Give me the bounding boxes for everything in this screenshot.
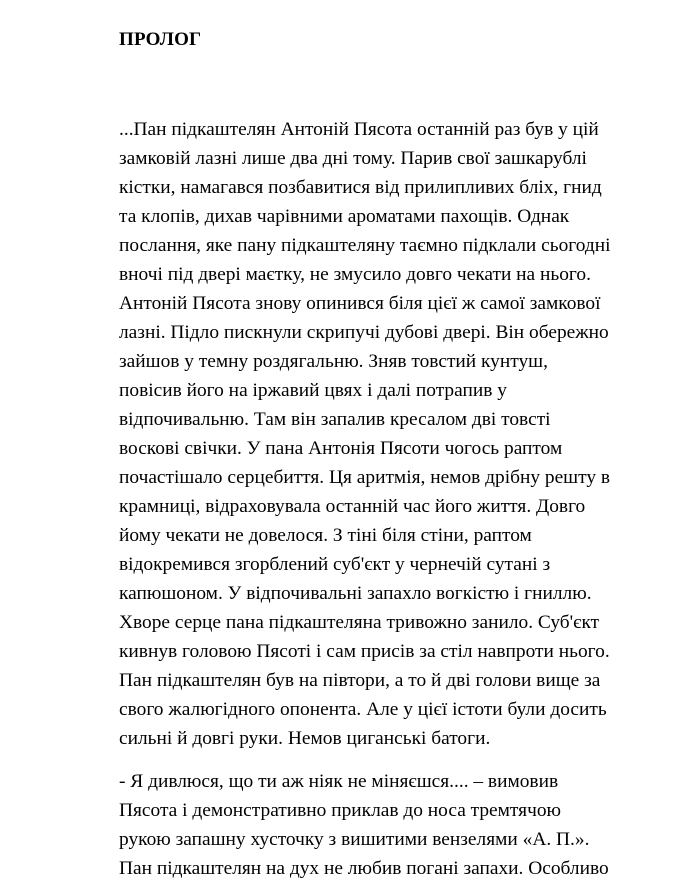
text-line: замковій лазні лише два дні тому. Парив свої зашкарублі <box>119 148 587 169</box>
text-line: йому чекати не довелося. З тіні біля стіни, раптом <box>119 525 532 546</box>
text-line: послання, яке пану підкаштеляну таємно підклали сьогодні <box>119 235 611 256</box>
text-line: повісив його на іржавий цвях і далі потрапив у <box>119 380 507 401</box>
text-line: відпочивальню. Там він запалив кресалом дві товсті <box>119 409 551 430</box>
text-line: лазні. Підло пискнули скрипучі дубові двері. Він обережно <box>119 322 609 343</box>
text-line: вночі під двері маєтку, не змусило довго чекати на нього. <box>119 264 591 285</box>
paragraph-2 <box>119 767 659 883</box>
text-line: Пясота і демонстративно приклав до носа тремтячою <box>119 800 561 821</box>
text-line: Пан підкаштелян був на півтори, а то й дві голови вище за <box>119 670 601 691</box>
text-line: кивнув головою Пясоті і сам присів за стіл навпроти нього. <box>119 641 610 662</box>
text-line: почастішало серцебиття. Ця аритмія, немов дрібну решту в <box>119 467 611 488</box>
text-line: та клопів, дихав чарівними ароматами пахощів. Однак <box>119 206 570 227</box>
text-line: крамниці, відраховувала останній час його життя. Довго <box>119 496 586 517</box>
text-line: кістки, намагався позбавитися від прилипливих бліх, гнид <box>119 177 602 198</box>
text-line: - Я дивлюся, що ти аж ніяк не міняєшся.... – вимовив <box>119 771 559 792</box>
chapter-title: ПРОЛОГ <box>119 29 202 50</box>
paragraph-1 <box>119 115 659 753</box>
text-line: сильні й довгі руки. Немов циганські батоги. <box>119 728 491 749</box>
text-line: Антоній Пясота знову опинився біля цієї ж самої замкової <box>119 293 601 314</box>
text-line: Хворе серце пана підкаштеляна тривожно занило. Суб'єкт <box>119 612 600 633</box>
text-line: зайшов у темну роздягальню. Зняв товстий кунтуш, <box>119 351 548 372</box>
chapter-body <box>119 115 659 883</box>
text-line: свого жалюгідного опонента. Але у цієї істоти були досить <box>119 699 607 720</box>
text-line: капюшоном. У відпочивальні запахло вогкістю і гниллю. <box>119 583 592 604</box>
text-line: рукою запашну хусточку з вишитими вензелями «А. П.». <box>119 829 590 850</box>
text-line: відокремився згорблений суб'єкт у чернечій сутані з <box>119 554 551 575</box>
text-line: ...Пан підкаштелян Антоній Пясота останній раз був у цій <box>119 119 599 140</box>
text-line: воскові свічки. У пана Антонія Пясоти чогось раптом <box>119 438 563 459</box>
text-line: Пан підкаштелян на дух не любив погані запахи. Особливо <box>119 858 609 879</box>
